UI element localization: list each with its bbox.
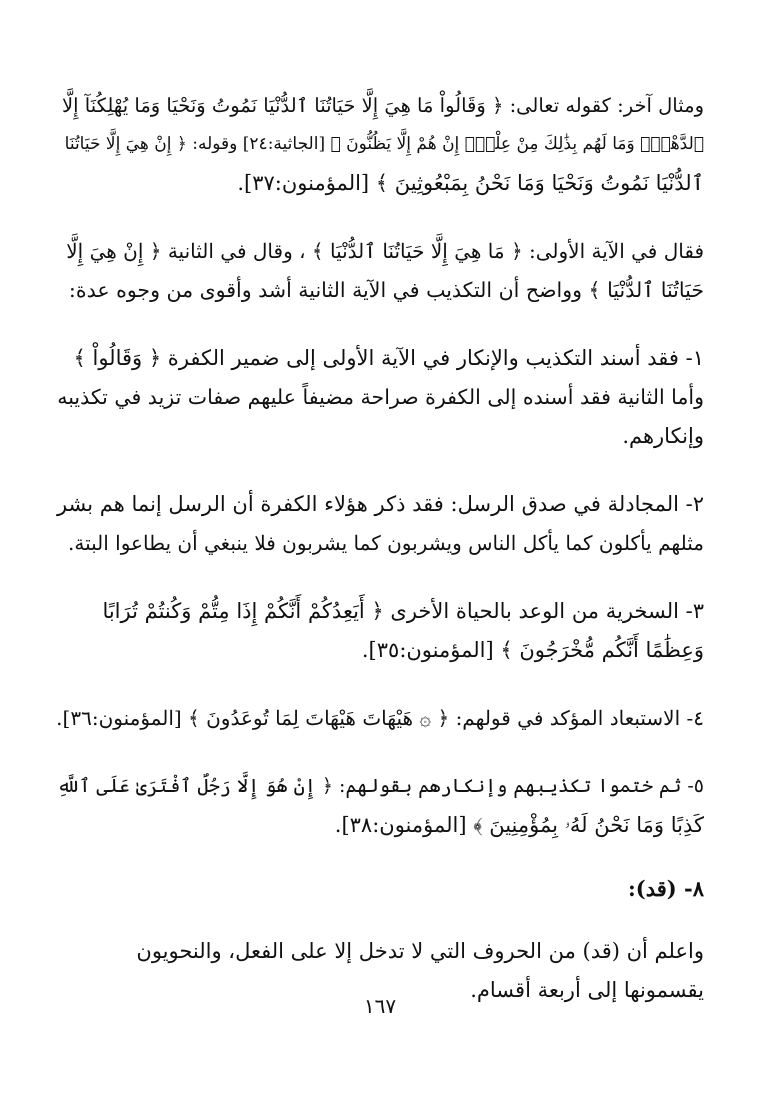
paragraph-point-2	[56, 485, 704, 563]
text-line: وإنكارهم.	[622, 424, 704, 448]
page-number: ١٦٧	[363, 994, 397, 1018]
text-line: وأما الثانية فقد أسنده إلى الكفرة صراحة مضيفاً عليهم صفات تزيد في تكذيبه	[57, 385, 704, 409]
text-line: واعلم أن (قد) من الحروف التي لا تدخل إلا على الفعل، والنحويون	[136, 939, 704, 963]
text-line: ٱلدَّهْرُۚ وَمَا لَهُم بِذَٰلِكَ مِنْ عِلْمٍۖ إِنْ هُمْ إِلَّا يَظُنُّونَ ﴾ [الجاثية:٢٤] وقوله: ﴿ إِنْ هِيَ إِلَّا حَيَاتُنَا	[64, 134, 704, 154]
text-line: كَذِبًا وَمَا نَحْنُ لَهُۥ بِمُؤْمِنِينَ ﴾ [المؤمنون:٣٨].	[334, 813, 704, 837]
text-line: حَيَاتُنَا ٱلدُّنْيَا ﴾ وواضح أن التكذيب في الآية الثانية أشد وأقوى من وجوه عدة:	[68, 278, 704, 302]
section-heading: ٨- (قد):	[628, 876, 704, 901]
paragraph-point-3	[56, 592, 704, 670]
text-line: ٣- السخرية من الوعد بالحياة الأخرى ﴿ أَيَعِدُكُمْ أَنَّكُمْ إِذَا مِتُّمْ وَكُنتُمْ تُرَابًا	[102, 599, 704, 623]
text-line: فقال في الآية الأولى: ﴿ مَا هِيَ إِلَّا حَيَاتُنَا ٱلدُّنْيَا ﴾ ، وقال في الثانية ﴿ إِنْ هِيَ إِلَّا	[66, 239, 704, 263]
text-line: يقسمونها إلى أربعة أقسام.	[470, 978, 704, 1002]
text-line: مثلهم يأكلون كما يأكل الناس ويشربون كما يشربون فلا ينبغي أن يطاعوا البتة.	[68, 531, 704, 555]
paragraph-point-1	[56, 339, 704, 456]
paragraph-point-5	[56, 767, 704, 845]
paragraph-example	[56, 86, 704, 203]
text-line: ١- فقد أسند التكذيب والإنكار في الآية الأولى إلى ضمير الكفرة ﴿ وَقَالُواْ ﴾	[73, 346, 704, 370]
section-heading-qad	[56, 869, 704, 908]
paragraph-point-4	[56, 699, 704, 738]
paragraph-comparison	[56, 232, 704, 310]
text-line: ٥- ثم ختموا تكذيبهم وإنكارهم بقولهم: ﴿ إِنْ هُوَ إِلَّا رَجُلٌ ٱفْتَرَىٰ عَلَى ٱللَّهِ	[56, 775, 704, 797]
text-line: ٱلدُّنْيَا نَمُوتُ وَنَحْيَا وَمَا نَحْنُ بِمَبْعُوثِينَ ﴾ [المؤمنون:٣٧].	[237, 171, 704, 195]
text-line: وَعِظَٰمًا أَنَّكُم مُّخْرَجُونَ ﴾ [المؤمنون:٣٥].	[361, 638, 704, 662]
text-line: ٢- المجادلة في صدق الرسل: فقد ذكر هؤلاء الكفرة أن الرسل إنما هم بشر	[56, 492, 704, 516]
text-line: ومثال آخر: كقوله تعالى: ﴿ وَقَالُواْ مَا هِيَ إِلَّا حَيَاتُنَا ٱلدُّنْيَا نَمُوتُ وَنَحْيَا وَمَا يُهْلِكُنَآ إِلَّا	[62, 94, 704, 117]
text-line: ٤- الاستبعاد المؤكد في قولهم: ﴿ ۞ هَيْهَاتَ هَيْهَاتَ لِمَا تُوعَدُونَ ﴾ [المؤمنون:٣٦].	[56, 706, 704, 730]
